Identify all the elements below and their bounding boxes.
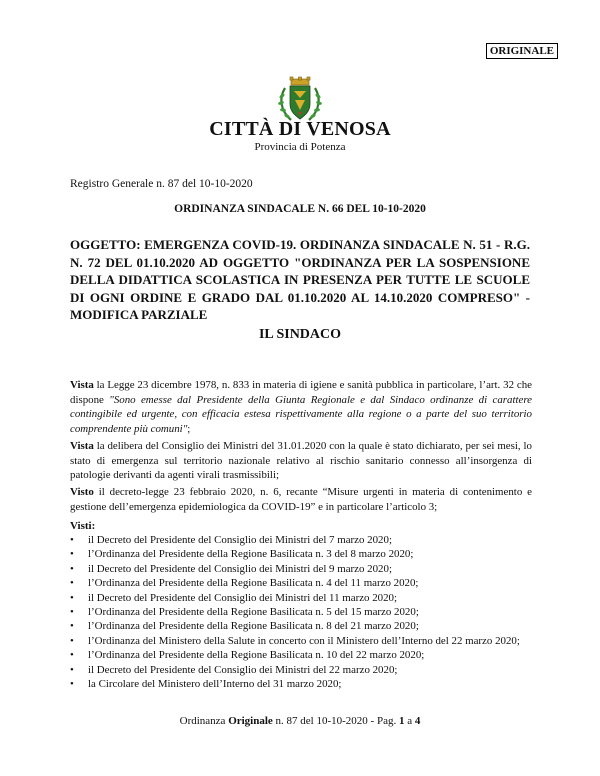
registry-number: Registro Generale n. 87 del 10-10-2020 (70, 178, 253, 190)
page-footer (0, 715, 600, 727)
paragraph-text: la delibera del Consiglio dei Ministri del 31.01.2020 con la quale è stato dichiarato, per sei mesi, lo stato di emergenza sul territorio nazionale relativo al rischio sanitario connesso all’insorgenza di patologie derivanti da agenti virali trasmissibili; (70, 440, 532, 482)
paragraph-quote: "Sono emesse dal Presidente della Giunta Regionale e dal Sindaco ordinanze di carattere contingibile ed urgente, con efficacia estesa rispettivamente alla regione o a parte del suo territorio comprendente più comuni" (70, 393, 532, 436)
list-item: • il Decreto del Presidente del Consiglio dei Ministri del 9 marzo 2020; (70, 562, 532, 576)
list-item: • l’Ordinanza del Presidente della Regione Basilicata n. 5 del 15 marzo 2020; (70, 605, 532, 619)
footer-page-number: 1 (398, 715, 405, 727)
list-item: • l’Ordinanza del Presidente della Regione Basilicata n. 4 del 11 marzo 2020; (70, 576, 532, 590)
list-item: • il Decreto del Presidente del Consiglio dei Ministri del 22 marzo 2020; (70, 663, 532, 677)
list-item: • la Circolare del Ministero dell’Interno del 31 marzo 2020; (70, 677, 532, 691)
footer-separator: a (404, 715, 415, 727)
footer-prefix: Ordinanza (179, 715, 229, 727)
paragraph-vista-law (70, 378, 532, 437)
ordinance-title: ORDINANZA SINDACALE N. 66 DEL 10-10-2020 (174, 203, 426, 215)
city-name: CITTÀ DI VENOSA (209, 118, 391, 140)
list-item: • l’Ordinanza del Presidente della Regione Basilicata n. 3 del 8 marzo 2020; (70, 547, 532, 561)
province-name: Provincia di Potenza (254, 141, 346, 153)
subject-heading: OGGETTO: EMERGENZA COVID-19. ORDINANZA SINDACALE N. 51 - R.G. N. 72 DEL 01.10.2020 AD OGGETTO "ORDINANZA PER LA SOSPENSIONE DELLA DIDATTICA SCOLASTICA IN PRESENZA PER TUTTE LE SCUOLE DI OGNI ORDINE E GRADO DAL 01.10.2020 AL 14.10.2020 COMPRESO" - MODIFICA PARZIALE (70, 237, 530, 322)
mayor-heading: IL SINDACO (258, 327, 342, 342)
footer-original: Originale (228, 715, 273, 727)
paragraph-text: la Legge 23 dicembre 1978, n. 833 in materia di igiene e sanità pubblica in particolare, l’art. 32 che dispone (70, 379, 532, 406)
paragraph-vista-deliberation (70, 439, 532, 483)
visti-heading: Visti: (70, 520, 96, 532)
list-item: • l’Ordinanza del Ministero della Salute in concerto con il Ministero dell’Interno del 22 marzo 2020; (70, 634, 532, 648)
paragraph-lead: Vista (70, 440, 94, 452)
paragraph-lead: Visto (70, 486, 94, 498)
footer-middle: n. 87 del 10-10-2020 - Pag. (272, 715, 399, 727)
list-item: • l’Ordinanza del Presidente della Regione Basilicata n. 8 del 21 marzo 2020; (70, 619, 532, 633)
list-item: • il Decreto del Presidente del Consiglio dei Ministri del 11 marzo 2020; (70, 591, 532, 605)
footer-page-total: 4 (414, 715, 421, 727)
list-item: • il Decreto del Presidente del Consiglio dei Ministri del 7 marzo 2020; (70, 533, 532, 547)
list-item: • l’Ordinanza del Presidente della Regione Basilicata n. 10 del 22 marzo 2020; (70, 648, 532, 662)
visti-list (70, 533, 532, 691)
original-stamp: ORIGINALE (486, 43, 558, 59)
paragraph-lead: Vista (70, 379, 94, 391)
paragraph-visto-decree (70, 485, 532, 514)
paragraph-text: il decreto-legge 23 febbraio 2020, n. 6, recante “Misure urgenti in materia di contenimento e gestione dell’emergenza epidemiologica da COVID-19” e in particolare l’articolo 3; (70, 486, 532, 513)
paragraph-tail: ; (187, 423, 191, 436)
